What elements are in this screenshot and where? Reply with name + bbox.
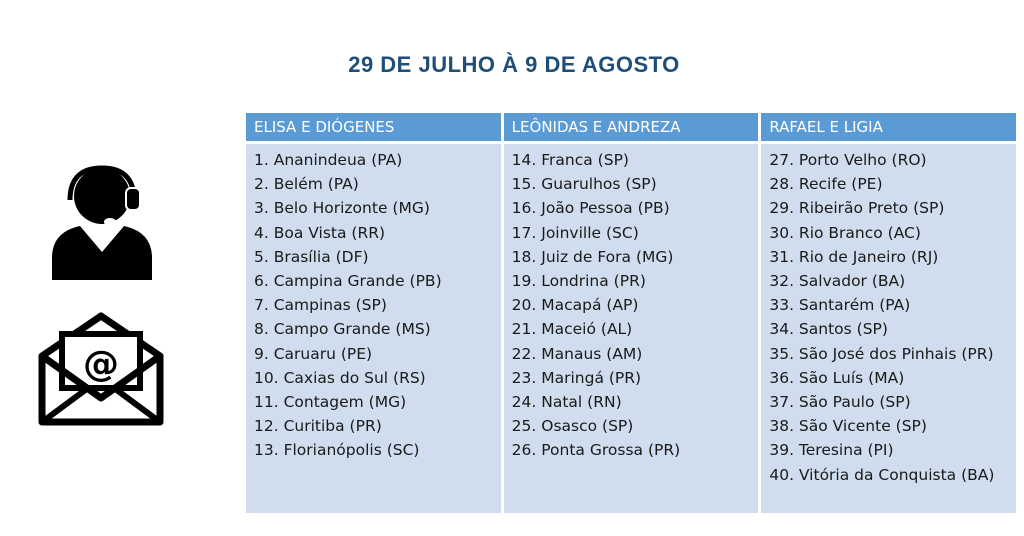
list-item: 3. Belo Horizonte (MG) <box>254 199 430 218</box>
page-title: 29 DE JULHO À 9 DE AGOSTO <box>348 52 680 77</box>
column-header: ELISA E DIÓGENES <box>246 113 501 141</box>
list-item: 2. Belém (PA) <box>254 175 359 194</box>
list-item: 12. Curitiba (PR) <box>254 417 382 436</box>
list-item: 9. Caruaru (PE) <box>254 344 373 363</box>
list-item: 5. Brasília (DF) <box>254 247 369 266</box>
column-header: RAFAEL E LIGIA <box>761 113 1016 141</box>
list-item: 11. Contagem (MG) <box>254 393 407 412</box>
list-item: 29. Ribeirão Preto (SP) <box>769 199 945 218</box>
list-item: 38. São Vicente (SP) <box>769 417 927 436</box>
list-item: 7. Campinas (SP) <box>254 296 387 315</box>
schedule-table <box>246 113 1016 513</box>
list-item: 14. Franca (SP) <box>511 151 629 169</box>
list-item: 19. Londrina (PR) <box>511 272 646 291</box>
email-envelope-icon <box>38 312 164 426</box>
list-item: 33. Santarém (PA) <box>769 296 911 315</box>
list-item: 28. Recife (PE) <box>769 175 883 194</box>
list-item: 39. Teresina (PI) <box>769 441 894 460</box>
column-2 <box>504 113 759 513</box>
list-item: 23. Maringá (PR) <box>511 368 642 387</box>
list-item: 26. Ponta Grossa (PR) <box>511 441 681 460</box>
list-item: 36. São Luís (MA) <box>769 368 905 387</box>
column-body <box>504 144 759 513</box>
list-item: 35. São José dos Pinhais (PR) <box>769 344 994 363</box>
list-item: 4. Boa Vista (RR) <box>254 223 386 242</box>
list-item: 37. São Paulo (SP) <box>769 393 911 412</box>
list-item: 6. Campina Grande (PB) <box>254 272 442 291</box>
list-item: 27. Porto Velho (RO) <box>769 151 927 169</box>
list-item: 22. Manaus (AM) <box>511 344 643 363</box>
list-item: 24. Natal (RN) <box>511 393 622 412</box>
list-item: 16. João Pessoa (PB) <box>511 199 670 218</box>
svg-text:@: @ <box>83 344 119 385</box>
column-3 <box>761 113 1016 513</box>
list-item: 18. Juiz de Fora (MG) <box>511 247 674 266</box>
list-item: 25. Osasco (SP) <box>511 417 634 436</box>
list-item: 30. Rio Branco (AC) <box>769 223 921 242</box>
list-item: 13. Florianópolis (SC) <box>254 441 420 460</box>
column-body <box>246 144 501 513</box>
list-item: 21. Maceió (AL) <box>511 320 633 339</box>
list-item: 20. Macapá (AP) <box>511 296 639 315</box>
column-1 <box>246 113 501 513</box>
column-header: LEÔNIDAS E ANDREZA <box>504 113 759 141</box>
list-item: 15. Guarulhos (SP) <box>511 175 657 194</box>
list-item: 1. Ananindeua (PA) <box>254 151 403 169</box>
list-item: 8. Campo Grande (MS) <box>254 320 431 339</box>
column-body <box>761 144 1016 513</box>
list-item: 32. Salvador (BA) <box>769 272 906 291</box>
list-item: 34. Santos (SP) <box>769 320 888 339</box>
list-item: 40. Vitória da Conquista (BA) <box>769 465 995 484</box>
list-item: 17. Joinville (SC) <box>511 223 639 242</box>
headset-person-icon <box>50 160 154 280</box>
list-item: 31. Rio de Janeiro (RJ) <box>769 247 939 266</box>
list-item: 10. Caxias do Sul (RS) <box>254 368 426 387</box>
